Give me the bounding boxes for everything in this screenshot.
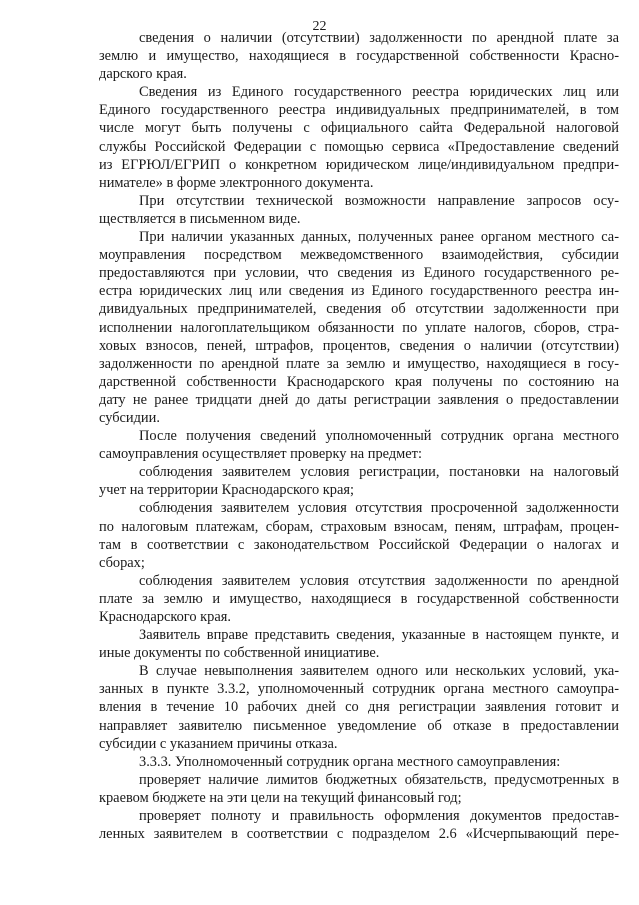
text-line: дарственной собственности Краснодарского края получены по состоянию на (99, 373, 619, 390)
text-line: учет на территории Краснодарского края; (99, 482, 354, 499)
text-line: из ЕГРЮЛ/ЕГРИП о конкретном юридическом лице/индивидуальном предпри- (99, 156, 619, 173)
text-line: плате за землю и имущество, находящиеся в государственной собственности (99, 590, 619, 607)
text-line: Единого государственного реестра индивидуальных предпринимателей, в том (99, 102, 619, 119)
text-line: ществляется в письменном виде. (99, 210, 301, 227)
text-line: службы Российской Федерации с помощью сервиса «Предоставление сведений (99, 138, 619, 155)
text-line: соблюдения заявителем условия отсутствия просроченной задолженности (139, 500, 619, 517)
text-line: субсидии. (99, 409, 160, 426)
text-line: Сведения из Единого государственного реестра юридических лиц или (139, 84, 619, 101)
text-line: иные документы по собственной инициативе. (99, 645, 380, 662)
page-number: 22 (312, 19, 327, 34)
text-line: самоуправления осуществляет проверку на предмет: (99, 446, 422, 463)
text-line: естра юридических лиц или сведения из Единого государственного реестра ин- (99, 283, 619, 300)
text-line: проверяет наличие лимитов бюджетных обязательств, предусмотренных в (139, 771, 619, 788)
text-line: землю и имущество, находящиеся в государственной собственности Красно- (99, 48, 619, 65)
text-line: предоставляются при условии, что сведения из Единого государственного ре- (99, 265, 619, 282)
text-line: занных в пункте 3.3.2, уполномоченный сотрудник органа местного самоупра- (99, 681, 619, 698)
document-body (99, 29, 619, 843)
text-line: После получения сведений уполномоченный сотрудник органа местного (139, 428, 619, 445)
text-line: 3.3.3. Уполномоченный сотрудник органа местного самоуправления: (139, 753, 561, 770)
text-line: нимателе» в форме электронного документа. (99, 174, 374, 191)
text-line: краевом бюджете на эти цели на текущий финансовый год; (99, 789, 462, 806)
text-line: исполнении налогоплательщиком обязанности по уплате налогов, сборов, стра- (99, 319, 619, 336)
text-line: вления в течение 10 рабочих дней со дня регистрации заявления готовит и (99, 699, 619, 716)
text-line: Краснодарского края. (99, 609, 231, 625)
text-line: При отсутствии технической возможности направление запросов осу- (139, 192, 619, 209)
text-line: там в соответствии с законодательством Российской Федерации о налогах и (99, 536, 619, 553)
text-line: моуправления посредством межведомственного взаимодействия, субсидии (99, 247, 619, 264)
text-line: субсидии с указанием причины отказа. (99, 735, 338, 752)
text-line: ховых взносов, пеней, штрафов, процентов, сведения о наличии (отсутствии) (99, 337, 619, 354)
text-line: дарского края. (99, 66, 187, 83)
text-line: При наличии указанных данных, полученных ранее органом местного са- (139, 229, 619, 246)
text-line: соблюдения заявителем условия регистрации, постановки на налоговый (139, 464, 619, 481)
text-line: дату не ранее тридцати дней до даты регистрации заявления о предоставлении (99, 391, 619, 408)
text-line: числе могут быть получены с официального сайта Федеральной налоговой (99, 120, 619, 137)
text-line: по налоговым платежам, сборам, страховым взносам, пеням, штрафам, процен- (99, 518, 619, 535)
text-line: сборах; (99, 554, 145, 571)
text-line: В случае невыполнения заявителем одного или нескольких условий, ука- (139, 663, 619, 680)
text-line: проверяет полноту и правильность оформления документов предостав- (139, 808, 619, 825)
text-line: задолженности по арендной плате за землю и имущество, находящиеся в госу- (99, 355, 619, 372)
text-line: соблюдения заявителем условия отсутствия задолженности по арендной (139, 572, 619, 589)
text-line: ленных заявителем в соответствии с подразделом 2.6 «Исчерпывающий пере- (99, 826, 619, 843)
text-line: Заявитель вправе представить сведения, указанные в настоящем пункте, и (139, 627, 619, 644)
text-line: дивидуальных предпринимателей, сведения об отсутствии задолженности при (99, 301, 619, 318)
text-line: сведения о наличии (отсутствии) задолженности по арендной плате за (139, 30, 619, 46)
text-line: направляет заявителю письменное уведомление об отказе в предоставлении (99, 717, 619, 734)
